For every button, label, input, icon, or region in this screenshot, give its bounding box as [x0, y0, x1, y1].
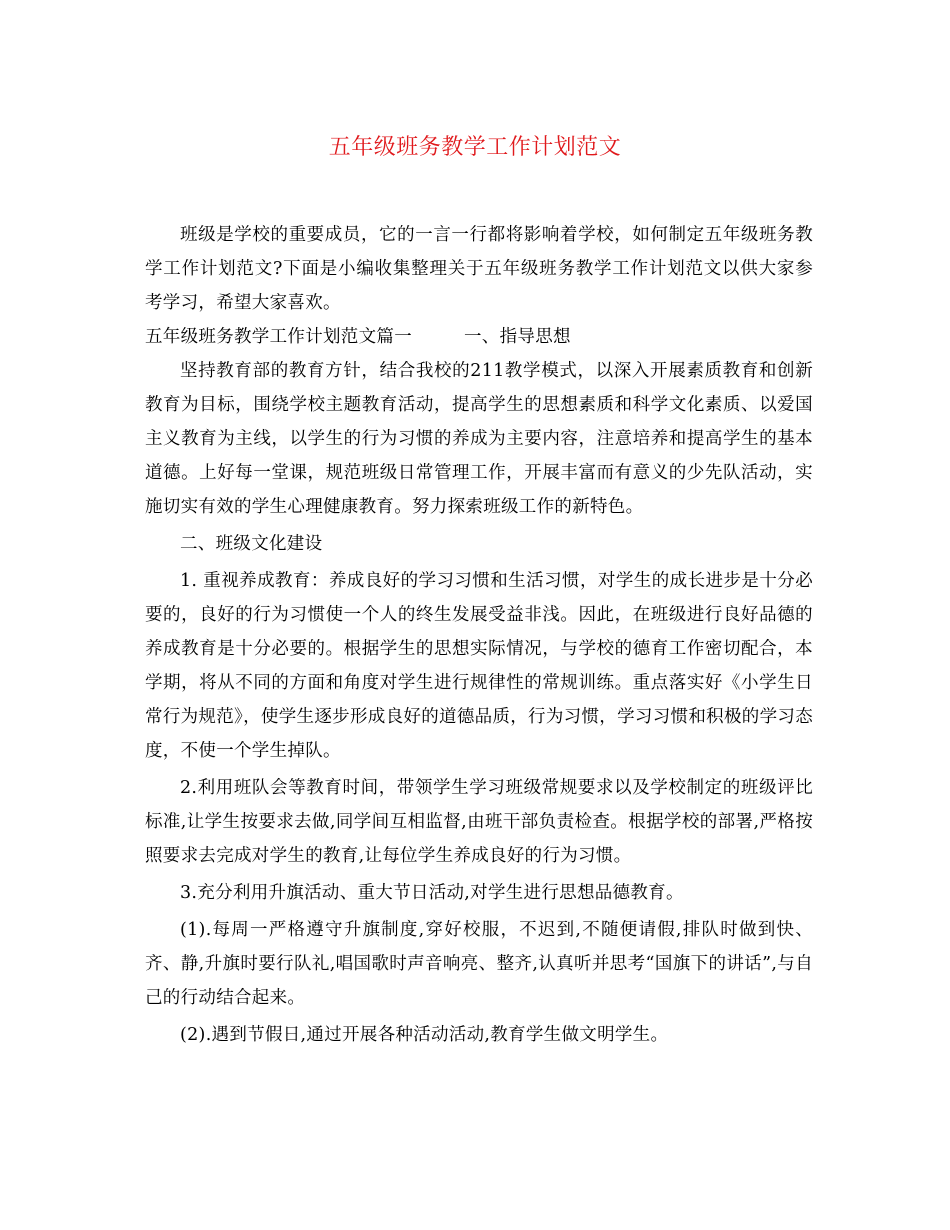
item1-paragraph: 1. 重视养成教育：养成良好的学习习惯和生活习惯，对学生的成长进步是十分必要的，良好的行为习惯使一个人的终生发展受益非浅。因此，在班级进行良好品德的养成教育是十分必要的。根据学生的思想实际情况，与学校的德育工作密切配合，本学期，将从不同的方面和角度对学生进行规律性的常规训练。重点落实好《小学生日常行为规范》，使学生逐步形成良好的道德品质，行为习惯，学习习惯和积极的学习态度，不使一个学生掉队。 [145, 571, 813, 761]
item3-1-paragraph: (1).每周一严格遵守升旗制度,穿好校服，不迟到,不随便请假,排队时做到快、齐、静,升旗时要行队礼,唱国歌时声音响亮、整齐,认真听并思考“国旗下的讲话”,与自己的行动结合起来。 [145, 920, 813, 1008]
item2-paragraph: 2.利用班队会等教育时间，带领学生学习班级常规要求以及学校制定的班级评比标准,让学生按要求去做,同学间互相监督,由班干部负责检查。根据学校的部署,严格按照要求去完成对学生的教育,让每位学生养成良好的行为习惯。 [145, 778, 813, 866]
section-heading-right: 一、指导思想 [464, 327, 571, 347]
document-body [145, 218, 813, 1052]
culture-heading: 二、班级文化建设 [180, 534, 323, 554]
intro-paragraph: 班级是学校的重要成员，它的一言一行都将影响着学校，如何制定五年级班务教学工作计划范文?下面是小编收集整理关于五年级班务教学工作计划范文以供大家参考学习，希望大家喜欢。 [145, 225, 813, 313]
item3-2-paragraph: (2).遇到节假日,通过开展各种活动活动,教育学生做文明学生。 [180, 1025, 669, 1045]
section-heading-line [145, 320, 813, 354]
item3-paragraph: 3.充分利用升旗活动、重大节日活动,对学生进行思想品德教育。 [180, 883, 684, 903]
section-heading-left: 五年级班务教学工作计划范文篇一 [145, 327, 412, 347]
document-title: 五年级班务教学工作计划范文 [328, 135, 622, 160]
guiding-paragraph: 坚持教育部的教育方针，结合我校的211教学模式，以深入开展素质教育和创新教育为目标，围绕学校主题教育活动，提高学生的思想素质和科学文化素质、以爱国主义教育为主线，以学生的行为习惯的养成为主要内容，注意培养和提高学生的基本道德。上好每一堂课，规范班级日常管理工作，开展丰富而有意义的少先队活动，实施切实有效的学生心理健康教育。努力探索班级工作的新特色。 [145, 361, 813, 517]
